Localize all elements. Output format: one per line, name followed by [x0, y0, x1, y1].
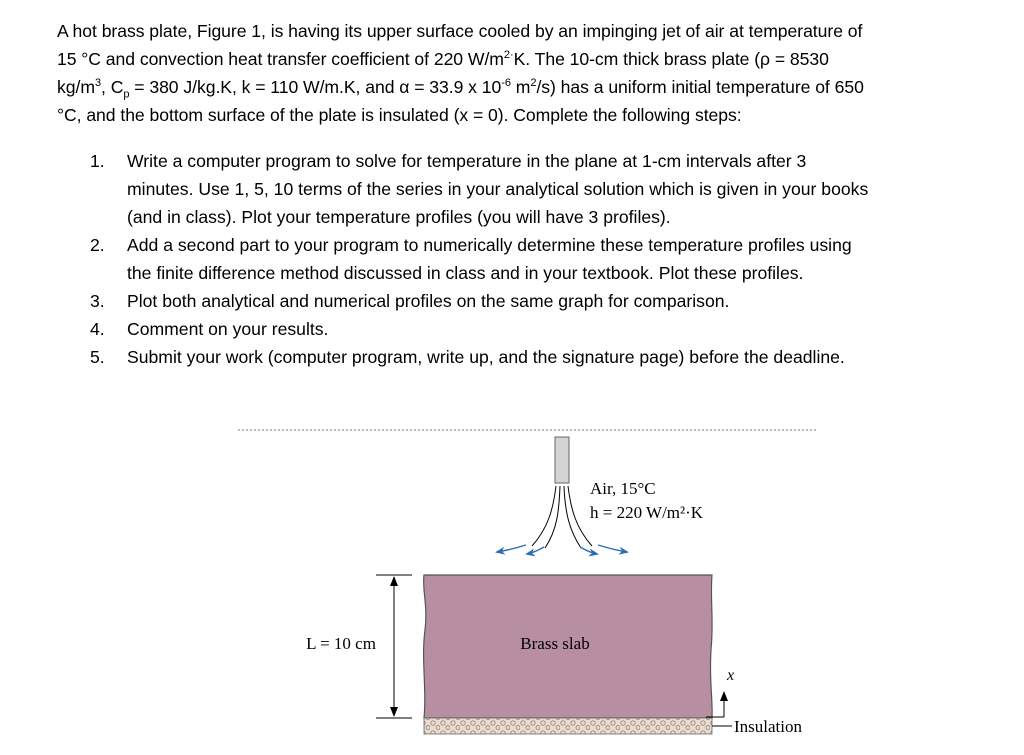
x-axis-label: x [727, 667, 735, 684]
step-number: 1. [90, 151, 105, 171]
step-text: (and in class). Plot your temperature profiles (you will have 3 profiles). [127, 207, 671, 227]
air-flow-arrows [497, 545, 627, 554]
step-text: Write a computer program to solve for temperature in the plane at 1-cm intervals after 3 [127, 151, 807, 171]
thickness-label: L = 10 cm [306, 634, 376, 653]
step-text: Comment on your results. [127, 319, 329, 339]
step-text: Plot both analytical and numerical profiles on the same graph for comparison. [127, 291, 730, 311]
air-jet-streamlines [532, 486, 592, 548]
intro-line-3: $kg/m^3$, $C_p = 380$ J/kg.K, k = 110 W/m.K, and α = 33.9 x $10^{-6}$ $m^2/s$) has a uniform initial temperature of 650 [57, 77, 864, 101]
intro-line-1: A hot brass plate, Figure 1, is having its upper surface cooled by an impinging jet of air at temperature of [57, 21, 863, 41]
intro-line-2: 15 °C and convection heat transfer coefficient of 220 $W/m^{2\cdot}K$. The 10-cm thick brass plate (ρ = 8530 [57, 49, 829, 69]
step-text: minutes. Use 1, 5, 10 terms of the series in your analytical solution which is given in your books [127, 179, 869, 199]
air-temperature-label: Air, 15°C [590, 479, 656, 498]
convection-coefficient-label: h = 220 W/m²·K [590, 503, 704, 522]
insulation-layer [424, 718, 712, 734]
step-text: the finite difference method discussed in class and in your textbook. Plot these profiles. [127, 263, 804, 283]
step-number: 3. [90, 291, 105, 311]
step-text: Add a second part to your program to numerically determine these temperature profiles using [127, 235, 852, 255]
insulation-label: Insulation [734, 717, 802, 736]
brass-slab-label: Brass slab [520, 634, 590, 653]
step-number: 2. [90, 235, 105, 255]
step-number: 5. [90, 347, 105, 367]
air-nozzle [555, 437, 569, 483]
intro-line-4: °C, and the bottom surface of the plate is insulated (x = 0). Complete the following steps: [57, 105, 742, 125]
thickness-dimension [376, 575, 412, 718]
step-text: Submit your work (computer program, write up, and the signature page) before the deadline. [127, 347, 845, 367]
step-number: 4. [90, 319, 105, 339]
